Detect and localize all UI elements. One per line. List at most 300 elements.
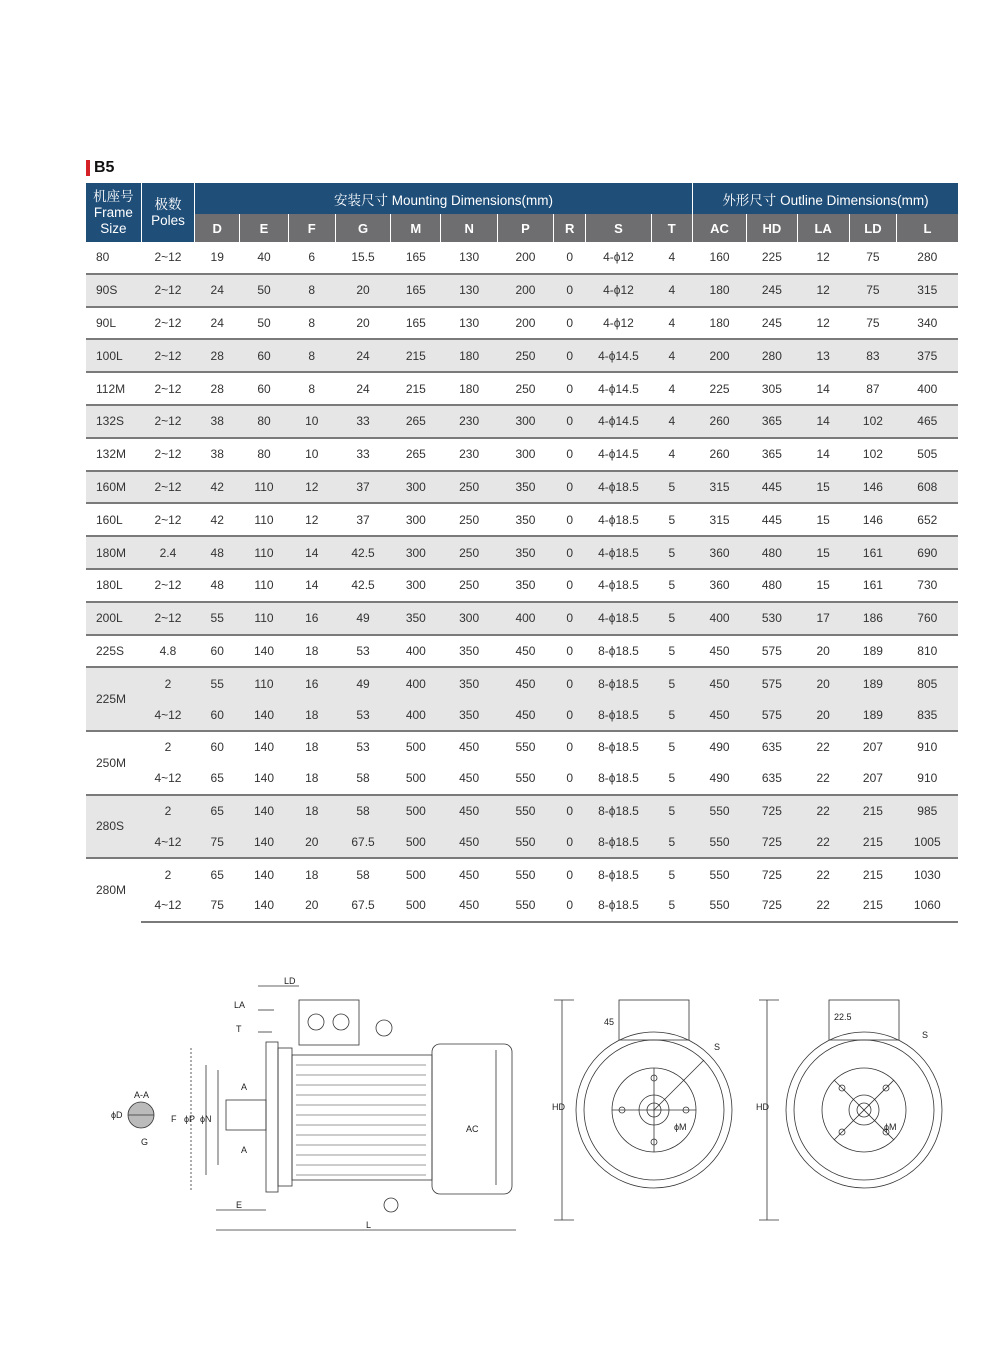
table-cell: 245 <box>747 307 797 340</box>
frame-size-cell: 80 <box>96 250 110 265</box>
table-cell: 400 <box>391 635 441 668</box>
table-cell: 350 <box>497 569 553 602</box>
table-cell: 810 <box>897 635 958 668</box>
frame-size-cell: 132S <box>86 405 141 438</box>
table-cell: 0 <box>554 699 586 731</box>
table-cell: 207 <box>862 771 883 786</box>
table-cell: 0 <box>554 471 586 504</box>
table-cell: 8-ϕ18.5 <box>598 771 639 786</box>
table-cell: 18 <box>288 635 335 668</box>
table-cell: 60 <box>195 699 240 731</box>
table-cell: 250 <box>441 536 497 569</box>
table-cell: 0 <box>554 503 586 536</box>
poles-cell: 2~12 <box>141 602 194 635</box>
table-cell: 18 <box>288 699 335 731</box>
table-row <box>86 890 958 922</box>
table-cell: 0 <box>554 826 586 858</box>
table-cell: 33 <box>335 405 390 438</box>
table-cell: 130 <box>441 307 497 340</box>
frame-size-cell: 250M <box>86 731 141 795</box>
table-cell: 8-ϕ18.5 <box>586 858 651 890</box>
table-cell: 8-ϕ18.5 <box>586 731 651 763</box>
table-cell: 315 <box>897 274 958 307</box>
table-cell: 20 <box>797 667 849 699</box>
col-header-la: LA <box>797 214 849 242</box>
l-label: L <box>366 1220 372 1230</box>
table-cell: 24 <box>335 372 390 405</box>
table-row <box>86 503 958 536</box>
table-cell: 0 <box>566 250 574 265</box>
table-cell: 22 <box>797 731 849 763</box>
table-cell: 4-ϕ12 <box>586 307 651 340</box>
phi-m-label-1: ϕM <box>674 1122 687 1132</box>
table-cell: 550 <box>692 795 746 827</box>
table-cell: 480 <box>747 536 797 569</box>
table-cell: 305 <box>747 372 797 405</box>
table-cell: 315 <box>692 503 746 536</box>
s-label-1: S <box>714 1042 721 1052</box>
table-cell: 4 <box>651 339 692 372</box>
table-cell: 18 <box>305 771 319 786</box>
table-cell: 15.5 <box>351 250 375 265</box>
table-cell: 300 <box>391 569 441 602</box>
table-cell: 350 <box>441 699 497 731</box>
table-cell: 28 <box>195 372 240 405</box>
frame-size-cell: 280S <box>86 795 141 859</box>
table-cell: 450 <box>497 667 553 699</box>
poles-cell: 2.4 <box>141 536 194 569</box>
poles-cell: 4~12 <box>141 826 194 858</box>
table-cell: 130 <box>459 250 480 265</box>
table-row <box>86 763 958 795</box>
table-cell: 53 <box>335 635 390 668</box>
table-cell: 65 <box>195 795 240 827</box>
col-header-m: M <box>391 214 441 242</box>
table-cell: 165 <box>391 274 441 307</box>
col-header-p: P <box>497 214 553 242</box>
table-cell: 15 <box>797 503 849 536</box>
phi-n-label: ϕN <box>200 1114 212 1124</box>
table-cell: 48 <box>195 536 240 569</box>
table-cell: 20 <box>797 699 849 731</box>
poles-cell: 2~12 <box>141 405 194 438</box>
poles-cell: 2 <box>141 795 194 827</box>
table-cell: 161 <box>849 569 896 602</box>
table-cell: 550 <box>692 890 746 922</box>
table-cell: 450 <box>692 699 746 731</box>
table-cell: 350 <box>391 602 441 635</box>
table-cell: 110 <box>240 667 288 699</box>
table-cell: 67.5 <box>335 826 390 858</box>
table-cell: 1030 <box>897 858 958 890</box>
table-cell: 161 <box>849 536 896 569</box>
table-cell: 550 <box>692 858 746 890</box>
table-cell: 835 <box>897 699 958 731</box>
table-cell: 5 <box>651 826 692 858</box>
table-cell: 14 <box>797 438 849 471</box>
table-cell: 5 <box>651 536 692 569</box>
table-cell: 12 <box>816 250 830 265</box>
t-label: T <box>236 1024 242 1034</box>
poles-cell: 2 <box>141 858 194 890</box>
table-cell: 340 <box>897 307 958 340</box>
table-cell: 4-ϕ14.5 <box>586 372 651 405</box>
table-cell: 37 <box>335 503 390 536</box>
table-cell: 83 <box>849 339 896 372</box>
table-cell: 0 <box>554 858 586 890</box>
frame-size-cell: 90L <box>86 307 141 340</box>
col-header-d: D <box>195 214 240 242</box>
table-cell: 180 <box>441 339 497 372</box>
table-cell: 725 <box>747 795 797 827</box>
table-cell: 19 <box>210 250 224 265</box>
table-cell: 575 <box>747 699 797 731</box>
table-cell: 215 <box>849 826 896 858</box>
table-cell: 215 <box>849 890 896 922</box>
table-cell: 0 <box>554 536 586 569</box>
table-cell: 985 <box>897 795 958 827</box>
table-cell: 505 <box>897 438 958 471</box>
table-cell: 8-ϕ18.5 <box>586 795 651 827</box>
table-cell: 5 <box>651 795 692 827</box>
table-cell: 80 <box>240 438 288 471</box>
angle-45-label: 45 <box>604 1017 615 1027</box>
table-row <box>86 699 958 731</box>
table-cell: 53 <box>335 699 390 731</box>
table-cell: 8 <box>288 372 335 405</box>
table-cell: 350 <box>441 667 497 699</box>
table-cell: 12 <box>288 471 335 504</box>
table-cell: 550 <box>497 858 553 890</box>
frame-size-cell: 90S <box>86 274 141 307</box>
table-cell: 75 <box>849 274 896 307</box>
table-cell: 110 <box>240 602 288 635</box>
table-cell: 140 <box>240 731 288 763</box>
table-cell: 200 <box>497 307 553 340</box>
table-row <box>86 339 958 372</box>
table-cell: 730 <box>897 569 958 602</box>
table-cell: 4-ϕ18.5 <box>586 471 651 504</box>
table-cell: 14 <box>797 405 849 438</box>
section-a-top-label: A <box>241 1082 248 1092</box>
table-cell: 8 <box>288 339 335 372</box>
hd-label-2: HD <box>756 1102 769 1112</box>
poles-cell: 4~12 <box>141 890 194 922</box>
table-cell: 24 <box>195 274 240 307</box>
table-cell: 4-ϕ18.5 <box>586 503 651 536</box>
table-cell: 0 <box>566 771 574 786</box>
table-cell: 450 <box>441 858 497 890</box>
frame-size-cell: 112M <box>86 372 141 405</box>
table-cell: 6 <box>308 250 316 265</box>
table-cell: 300 <box>497 438 553 471</box>
table-cell: 4 <box>651 438 692 471</box>
table-cell: 500 <box>391 795 441 827</box>
table-cell: 250 <box>441 569 497 602</box>
table-cell: 575 <box>747 635 797 668</box>
ac-label: AC <box>466 1124 479 1134</box>
table-cell: 230 <box>441 405 497 438</box>
angle-22-5-label: 22.5 <box>834 1012 852 1022</box>
mounting-dimensions-header: 安装尺寸 Mounting Dimensions(mm) <box>195 183 693 214</box>
table-cell: 400 <box>897 372 958 405</box>
table-cell: 22 <box>816 771 830 786</box>
table-cell: 20 <box>335 274 390 307</box>
table-row <box>86 731 958 763</box>
phi-p-label: ϕP <box>184 1114 196 1124</box>
table-cell: 13 <box>797 339 849 372</box>
table-cell: 24 <box>335 339 390 372</box>
table-cell: 230 <box>441 438 497 471</box>
table-cell: 725 <box>747 858 797 890</box>
frame-size-cell: 100L <box>86 339 141 372</box>
table-cell: 55 <box>195 602 240 635</box>
table-cell: 14 <box>288 536 335 569</box>
table-cell: 37 <box>335 471 390 504</box>
frame-size-cell: 132M <box>86 438 141 471</box>
col-header-t: T <box>651 214 692 242</box>
table-cell: 805 <box>897 667 958 699</box>
table-cell: 0 <box>554 667 586 699</box>
table-cell: 110 <box>240 503 288 536</box>
col-header-f: F <box>288 214 335 242</box>
table-cell: 0 <box>554 405 586 438</box>
motor-drawings <box>86 970 966 1250</box>
table-cell: 4 <box>651 372 692 405</box>
section-title <box>86 158 114 178</box>
table-cell: 189 <box>849 635 896 668</box>
table-cell: 28 <box>195 339 240 372</box>
table-row <box>86 858 958 890</box>
table-cell: 200 <box>692 339 746 372</box>
table-cell: 207 <box>849 731 896 763</box>
f-label: F <box>171 1114 177 1124</box>
table-cell: 910 <box>897 731 958 763</box>
table-cell: 12 <box>797 307 849 340</box>
table-cell: 450 <box>497 635 553 668</box>
table-cell: 5 <box>651 471 692 504</box>
table-cell: 110 <box>240 569 288 602</box>
table-cell: 760 <box>897 602 958 635</box>
table-cell: 215 <box>391 339 441 372</box>
poles-cell: 4~12 <box>141 699 194 731</box>
table-cell: 300 <box>391 471 441 504</box>
table-cell: 18 <box>288 858 335 890</box>
table-cell: 16 <box>288 667 335 699</box>
table-cell: 265 <box>391 405 441 438</box>
table-cell: 490 <box>692 731 746 763</box>
ld-label: LD <box>284 976 296 986</box>
outline-dimensions-header: 外形尺寸 Outline Dimensions(mm) <box>692 183 958 214</box>
table-cell: 350 <box>497 471 553 504</box>
poles-cell: 2~12 <box>141 339 194 372</box>
table-cell: 225 <box>761 250 782 265</box>
table-cell: 465 <box>897 405 958 438</box>
table-cell: 16 <box>288 602 335 635</box>
table-cell: 450 <box>692 635 746 668</box>
table-cell: 8-ϕ18.5 <box>586 826 651 858</box>
table-cell: 4-ϕ14.5 <box>586 405 651 438</box>
table-row <box>86 471 958 504</box>
table-row <box>86 667 958 699</box>
table-row <box>86 635 958 668</box>
table-cell: 58 <box>356 771 370 786</box>
col-header-e: E <box>240 214 288 242</box>
table-cell: 245 <box>747 274 797 307</box>
table-cell: 20 <box>288 826 335 858</box>
table-cell: 500 <box>391 890 441 922</box>
table-cell: 10 <box>288 438 335 471</box>
table-cell: 5 <box>651 699 692 731</box>
table-cell: 652 <box>897 503 958 536</box>
frame-size-cell: 200L <box>86 602 141 635</box>
table-cell: 33 <box>335 438 390 471</box>
table-cell: 5 <box>651 569 692 602</box>
table-cell: 5 <box>651 731 692 763</box>
table-cell: 49 <box>335 667 390 699</box>
table-cell: 300 <box>497 405 553 438</box>
table-row <box>86 569 958 602</box>
table-cell: 20 <box>797 635 849 668</box>
table-cell: 315 <box>692 471 746 504</box>
table-cell: 50 <box>240 307 288 340</box>
table-row <box>86 274 958 307</box>
table-cell: 300 <box>391 503 441 536</box>
table-cell: 0 <box>554 438 586 471</box>
table-cell: 146 <box>849 503 896 536</box>
poles-cell: 2~12 <box>141 438 194 471</box>
table-cell: 280 <box>747 339 797 372</box>
table-cell: 0 <box>554 635 586 668</box>
s-label-2: S <box>922 1030 929 1040</box>
poles-cell: 2~12 <box>141 503 194 536</box>
table-cell: 165 <box>405 250 426 265</box>
table-cell: 215 <box>849 795 896 827</box>
table-cell: 110 <box>240 536 288 569</box>
table-cell: 20 <box>335 307 390 340</box>
table-cell: 250 <box>441 471 497 504</box>
table-cell: 8 <box>288 274 335 307</box>
table-cell: 22 <box>797 890 849 922</box>
table-cell: 365 <box>747 438 797 471</box>
table-cell: 4-ϕ14.5 <box>586 438 651 471</box>
poles-cell: 4~12 <box>154 771 182 786</box>
table-cell: 365 <box>747 405 797 438</box>
table-cell: 140 <box>240 826 288 858</box>
table-cell: 75 <box>866 250 880 265</box>
section-aa-label: A-A <box>134 1090 150 1100</box>
table-row <box>86 826 958 858</box>
table-cell: 180 <box>441 372 497 405</box>
table-cell: 260 <box>692 405 746 438</box>
g-label: G <box>141 1137 149 1147</box>
table-cell: 22 <box>797 858 849 890</box>
table-cell: 530 <box>747 602 797 635</box>
table-cell: 450 <box>459 771 480 786</box>
table-cell: 550 <box>515 771 536 786</box>
table-cell: 500 <box>405 771 426 786</box>
table-cell: 60 <box>195 635 240 668</box>
table-cell: 17 <box>797 602 849 635</box>
poles-cell: 2~12 <box>141 372 194 405</box>
table-cell: 4 <box>651 274 692 307</box>
poles-cell: 2 <box>141 731 194 763</box>
table-row <box>86 405 958 438</box>
table-cell: 445 <box>747 471 797 504</box>
table-cell: 180 <box>692 274 746 307</box>
table-cell: 110 <box>240 471 288 504</box>
table-cell: 180 <box>692 307 746 340</box>
table-cell: 189 <box>849 699 896 731</box>
table-cell: 22 <box>797 795 849 827</box>
table-cell: 14 <box>797 372 849 405</box>
table-cell: 215 <box>849 858 896 890</box>
table-cell: 260 <box>692 438 746 471</box>
table-cell: 550 <box>497 890 553 922</box>
table-cell: 200 <box>515 250 536 265</box>
table-cell: 42 <box>195 503 240 536</box>
section-a-bottom-label: A <box>241 1145 248 1155</box>
table-cell: 8 <box>288 307 335 340</box>
table-cell: 4-ϕ12 <box>586 274 651 307</box>
table-cell: 350 <box>497 536 553 569</box>
poles-cell: 2~12 <box>141 274 194 307</box>
table-cell: 40 <box>257 250 271 265</box>
table-cell: 165 <box>391 307 441 340</box>
table-cell: 400 <box>692 602 746 635</box>
table-cell: 53 <box>335 731 390 763</box>
col-header-ac: AC <box>692 214 746 242</box>
table-cell: 42.5 <box>335 569 390 602</box>
table-cell: 450 <box>441 795 497 827</box>
table-cell: 4-ϕ14.5 <box>586 339 651 372</box>
table-cell: 635 <box>761 771 782 786</box>
table-cell: 480 <box>747 569 797 602</box>
table-cell: 18 <box>288 731 335 763</box>
col-header-hd: HD <box>747 214 797 242</box>
hd-label-1: HD <box>552 1102 565 1112</box>
table-cell: 5 <box>651 602 692 635</box>
table-cell: 490 <box>709 771 730 786</box>
poles-cell: 2~12 <box>154 250 182 265</box>
table-cell: 350 <box>441 635 497 668</box>
table-cell: 160 <box>709 250 730 265</box>
table-cell: 10 <box>288 405 335 438</box>
table-cell: 4-ϕ18.5 <box>586 569 651 602</box>
table-row <box>86 372 958 405</box>
col-header-ld: LD <box>849 214 896 242</box>
col-header-r: R <box>554 214 586 242</box>
table-cell: 15 <box>797 471 849 504</box>
table-cell: 200 <box>497 274 553 307</box>
table-cell: 189 <box>849 667 896 699</box>
table-cell: 4-ϕ18.5 <box>586 536 651 569</box>
poles-header: 极数 Poles <box>141 183 194 242</box>
table-cell: 400 <box>391 667 441 699</box>
table-cell: 575 <box>747 667 797 699</box>
table-cell: 75 <box>849 307 896 340</box>
table-cell: 42.5 <box>335 536 390 569</box>
table-cell: 5 <box>651 503 692 536</box>
table-cell: 360 <box>692 536 746 569</box>
table-cell: 445 <box>747 503 797 536</box>
table-row <box>86 307 958 340</box>
table-cell: 450 <box>497 699 553 731</box>
table-cell: 500 <box>391 731 441 763</box>
table-cell: 22 <box>797 826 849 858</box>
frame-size-header: 机座号 Frame Size <box>86 183 141 242</box>
frame-size-cell: 160M <box>86 471 141 504</box>
